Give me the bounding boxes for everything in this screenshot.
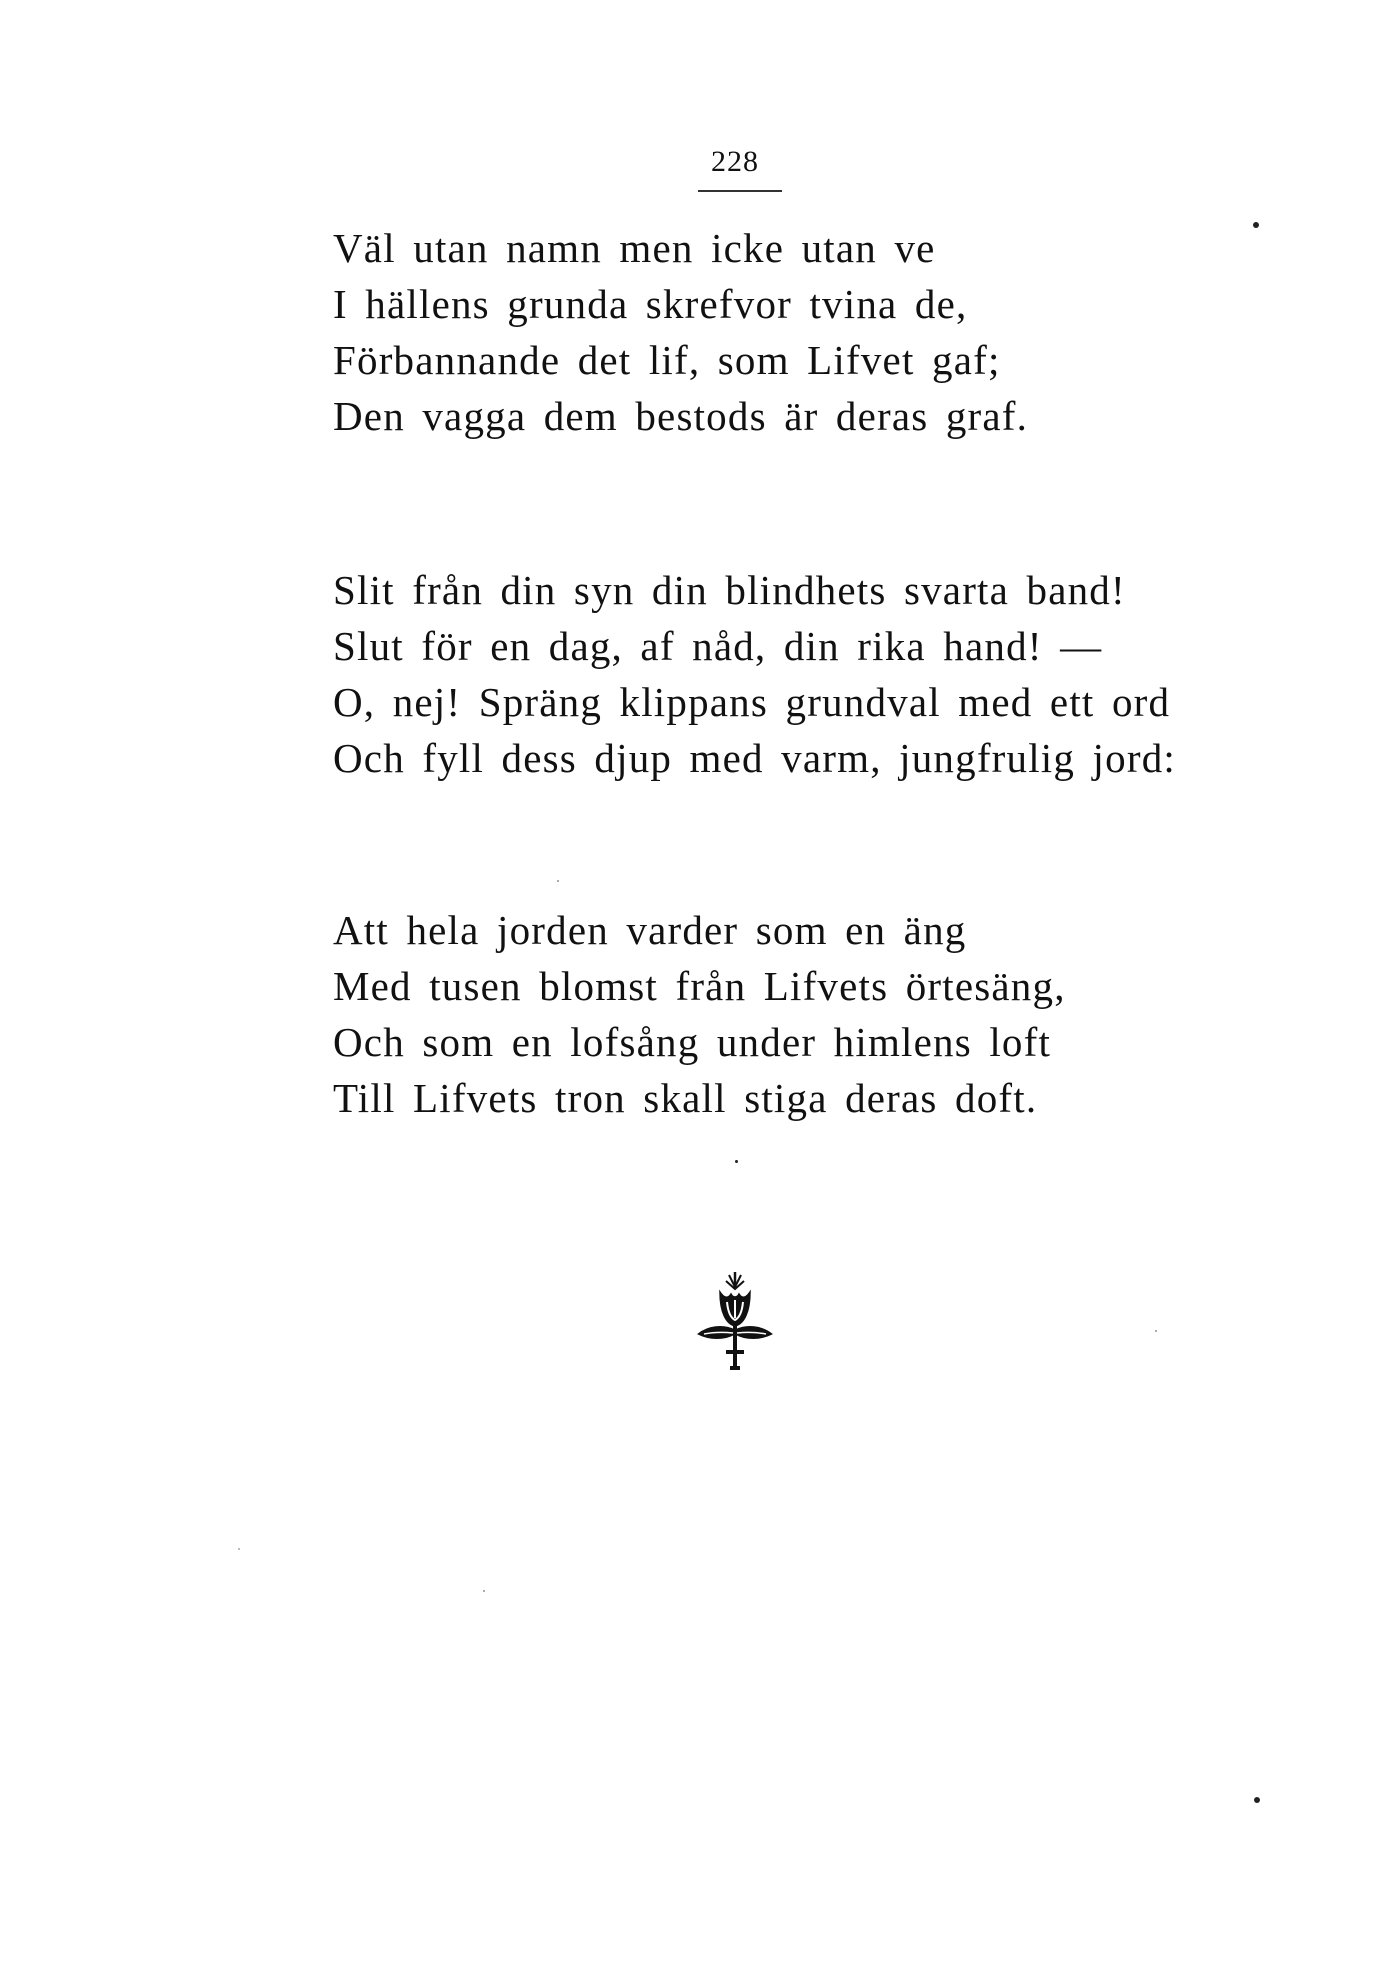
verse-line: I hällens grunda skrefvor tvina de,: [333, 281, 968, 327]
scan-speck: [483, 1590, 485, 1592]
verse-line: Förbannande det lif, som Lifvet gaf;: [333, 337, 1001, 383]
stanza-2: [333, 562, 1176, 786]
verse-line: Väl utan namn men icke utan ve: [333, 225, 936, 271]
verse-line: Till Lifvets tron skall stiga deras doft.: [333, 1075, 1038, 1121]
stanza-3: [333, 902, 1066, 1126]
scan-speck: [1253, 222, 1259, 228]
verse-line: Med tusen blomst från Lifvets örtesäng,: [333, 963, 1066, 1009]
verse-line: Slit från din syn din blindhets svarta band!: [333, 567, 1126, 613]
tulip-flower-ornament-icon: [690, 1268, 780, 1378]
verse-line: Den vagga dem bestods är deras graf.: [333, 393, 1029, 439]
verse-line: Och som en lofsång under himlens loft: [333, 1019, 1052, 1065]
page-number-rule: [698, 190, 782, 192]
page-number: 228: [711, 145, 759, 178]
verse-line: Att hela jorden varder som en äng: [333, 907, 967, 953]
scan-speck: [238, 1548, 240, 1550]
verse-line: O, nej! Spräng klippans grundval med ett ord: [333, 679, 1171, 725]
verse-line: Och fyll dess djup med varm, jungfrulig jord:: [333, 735, 1176, 781]
scan-speck: [1254, 1797, 1260, 1803]
scan-speck: [735, 1160, 738, 1163]
scan-speck: [1155, 1330, 1157, 1332]
verse-line: Slut för en dag, af nåd, din rika hand! —: [333, 623, 1103, 669]
scan-speck: [557, 880, 559, 882]
stanza-1: [333, 220, 1028, 444]
